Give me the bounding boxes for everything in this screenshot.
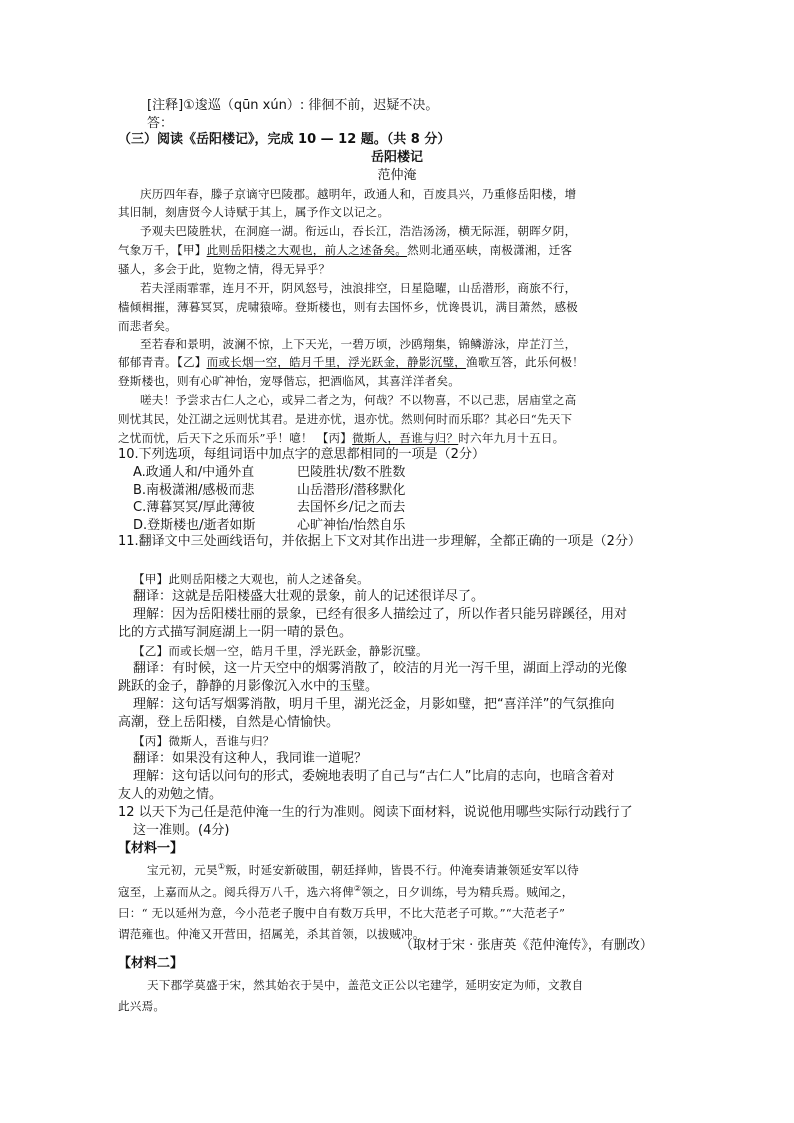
q11-yi-understanding: 理解：这句话写烟雾消散，明月千里，湖光泛金，月影如璧，把“喜洋洋”的气氛推向 [133,697,615,712]
passage-line: 登斯楼也，则有心旷神怡，宠辱偕忘，把酒临风，其喜洋洋者矣。 [118,374,461,388]
footnote-marker: ① [217,862,226,872]
passage-line: 骚人，多会于此，览物之情，得无异乎？ [118,262,331,276]
material-1-line: 寇至，上嘉而从之。阅兵得万八千，选六将俾②领之，日夕训练，号为精兵焉。贼闻之， [118,884,574,899]
question-12-stem: 12 以天下为己任是范仲淹一生的行为准则。阅读下面材料，说说他用哪些实际行动践行了 [118,805,633,820]
answer-prompt: 答： [147,116,174,131]
q11-bing-quote: 【丙】微斯人，吾谁与归？ [133,734,275,748]
passage-line [118,241,572,259]
material-2-label: 【材料二】 [118,956,184,971]
note-number: ① [183,98,195,113]
q11-jia-understanding: 比的方式描写洞庭湖上一阴一晴的景色。 [118,625,353,640]
question-10-stem: 10.下列选项，每组词语中加点字的意思都相同的一项是（2分） [118,447,485,462]
q11-bing-translation: 翻译：如果没有这种人，我同谁一道呢？ [133,751,368,766]
underlined-sentence-jia: 此则岳阳楼之大观也，前人之述备矣。 [206,243,408,257]
q10-option-a: A.政通人和/中通外直 巴陵胜状/数不胜数 [133,465,406,480]
passage-line: 予观夫巴陵胜状，在洞庭一湖。衔远山，吞长江，浩浩汤汤，横无际涯，朝晖夕阴， [140,224,577,238]
passage-segment: 之忧而忧，后天下之乐而乐”乎！噫！ 【丙】 [118,431,353,445]
q11-jia-understanding: 理解：因为岳阳楼壮丽的景象，已经有很多人描绘过了，所以作者只能另辟蹊径，用对 [133,607,628,622]
note-text: 逡巡（qūn xún）: 徘徊不前，迟疑不决。 [194,98,439,113]
passage-line: 庆历四年春，滕子京谪守巴陵郡。越明年，政通人和，百废具兴，乃重修岳阳楼，增 [140,187,577,201]
q11-yi-quote: 【乙】而或长烟一空，皓月千里，浮光跃金，静影沉璧。 [133,644,428,658]
q11-yi-translation: 跳跃的金子，静静的月影像沉入水中的玉璧。 [118,679,379,694]
footnote-marker: ② [353,884,362,894]
q11-jia-quote: 【甲】此则岳阳楼之大观也，前人之述备矣。 [133,572,369,586]
passage-segment: 渔歌互答，此乐何极！ [466,355,584,369]
passage-line: 至若春和景明，波澜不惊，上下天光，一碧万顷，沙鸥翔集，锦鳞游泳，岸芷汀兰， [140,337,577,351]
q11-jia-translation: 翻译：这就是岳阳楼盛大壮观的景象，前人的记述很详尽了。 [133,589,485,604]
material-2-line: 此兴焉。 [118,999,166,1013]
passage-line [118,429,564,447]
annotation-line [147,97,438,115]
passage-line: 若夫淫雨霏霏，连月不开，阴风怒号，浊浪排空，日星隐曜，山岳潜形，商旅不行， [140,281,577,295]
passage-segment: 郁郁青青。【乙】 [118,355,207,369]
material-1-label: 【材料一】 [118,841,184,856]
material-1-source: （取材于宋 · 张唐英《范仲淹传》，有删改） [400,938,653,953]
passage-author: 范仲淹 [377,168,417,183]
underlined-sentence-yi: 而或长烟一空，皓月千里，浮光跃金，静影沉璧， [206,355,467,369]
passage-segment: 然则北通巫峡，南极潇湘，迁客 [407,243,573,257]
passage-line: 樯倾楫摧，薄暮冥冥，虎啸猿啼。登斯楼也，则有去国怀乡，忧谗畏讥，满目萧然，感极 [118,300,578,314]
section-heading: （三）阅读《岳阳楼记》，完成 10 — 12 题。（共 8 分） [118,132,451,147]
q11-yi-translation: 翻译：有时候，这一片天空中的烟雾消散了，皎洁的月光一泻千里，湖面上浮动的光像 [133,661,628,676]
q10-option-c: C.薄暮冥冥/厚此薄彼 去国怀乡/记之而去 [133,500,406,515]
passage-segment: 气象万千，【甲】 [118,243,207,257]
passage-line [118,353,584,371]
q11-bing-understanding: 友人的劝勉之情。 [118,787,223,802]
q11-bing-understanding: 理解：这句话以问句的形式，委婉地表明了自己与“古仁人”比肩的志向，也暗含着对 [133,769,615,784]
underlined-sentence-bing: 微斯人，吾谁与归？ [352,431,459,445]
question-12-stem: 这一准则。(4分) [133,823,230,838]
passage-line: 则忧其民，处江湖之远则忧其君。是进亦忧，退亦忧。然则何时而乐耶？其必曰“先天下 [118,412,573,426]
material-1-line: 谓范雍也。仲淹又开营田，招属羌，杀其首领，以拔贼冲。 [118,927,425,941]
question-11-stem: 11.翻译文中三处画线语句，并依据上下文对其作出进一步理解，全都正确的一项是（2分） [118,534,641,549]
passage-title: 岳阳楼记 [370,150,423,165]
passage-line: 嗟夫！予尝求古仁人之心，或异二者之为，何哉？不以物喜，不以己悲，居庙堂之高 [140,393,577,407]
material-1-line: 宝元初，元昊①叛，时延安新破围，朝廷择帅，皆畏不行。仲淹奏请兼领延安军以待 [147,862,579,877]
q10-option-d: D.登斯楼也/逝者如斯 心旷神怡/怡然自乐 [133,518,406,533]
passage-line: 其旧制，刻唐贤今人诗赋于其上，属予作文以记之。 [118,205,390,219]
q10-option-b: B.南极潇湘/感极而悲 山岳潜形/潜移默化 [133,483,406,498]
q11-yi-understanding: 高潮，登上岳阳楼，自然是心情愉快。 [118,715,340,730]
note-label: [注释] [147,98,184,113]
passage-segment: 时六年九月十五日。 [458,431,565,445]
passage-line: 而悲者矣。 [118,319,177,333]
material-1-line: 曰：“ 无以延州为意，今小范老子腹中自有数万兵甲，不比大范老子可欺。”“大范老子” [118,906,566,920]
material-2-line: 天下郡学莫盛于宋，然其始衣于吴中，盖范文正公以宅建学，延明安定为师，文教自 [147,978,584,992]
